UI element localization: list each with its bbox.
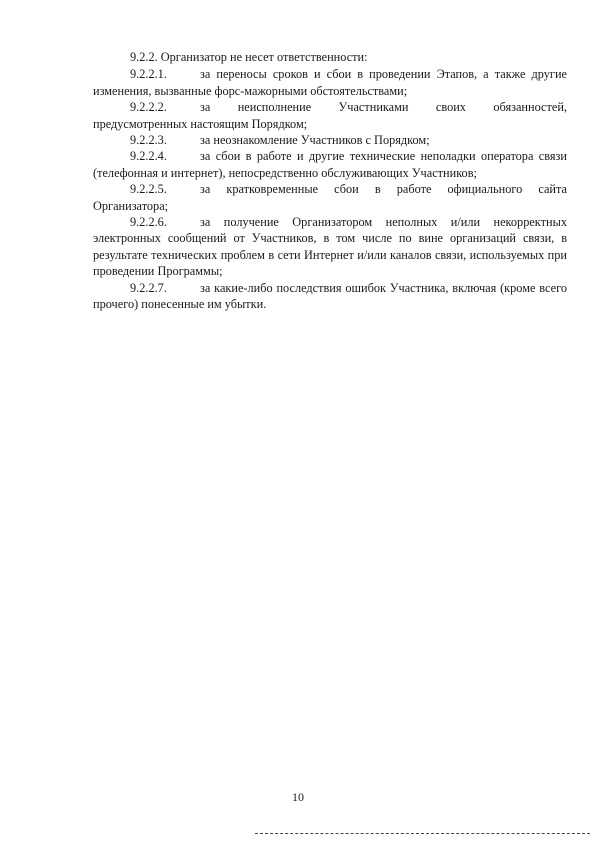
clause-number: 9.2.2.7. <box>130 280 167 295</box>
clause-9-2-2-6 <box>93 214 567 280</box>
clause-text: за неознакомление Участников с Порядком; <box>200 133 430 148</box>
clause-text: за какие-либо последствия ошибок Участника, включая (кроме всего прочего) понесенные им убытки. <box>93 280 567 312</box>
document-body <box>93 49 567 313</box>
clause-9-2-2-4 <box>93 148 567 181</box>
clause-text: за получение Организатором неполных и/или некорректных электронных сообщений от Участников, в том числе по вине организаций связи, в результате технических проблем в сети Интернет и/или каналов связи, используемых при проведении Программы; <box>93 215 567 279</box>
clause-9-2-2-1 <box>93 66 567 99</box>
clause-number: 9.2.2.5. <box>130 182 167 197</box>
clause-9-2-2-5 <box>93 181 567 214</box>
clause-number: 9.2.2.2. <box>130 100 167 115</box>
section-heading: 9.2.2. Организатор не несет ответственности: <box>130 50 368 64</box>
clause-number: 9.2.2.3. <box>130 133 167 148</box>
clause-text: за неисполнение Участниками своих обязанностей, предусмотренных настоящим Порядком; <box>93 100 567 131</box>
footer-divider <box>255 833 590 834</box>
clause-text: за сбои в работе и другие технические неполадки оператора связи (телефонная и интернет), непосредственно обслуживающих Участников; <box>93 149 567 180</box>
clause-text: за кратковременные сбои в работе официального сайта Организатора; <box>93 182 567 213</box>
clause-number: 9.2.2.6. <box>130 215 167 230</box>
clause-text: за переносы сроков и сбои в проведении Этапов, а также другие изменения, вызванные форс-мажорными обстоятельствами; <box>93 67 567 98</box>
clause-9-2-2-7 <box>93 280 567 313</box>
clause-9-2-2-2 <box>93 99 567 132</box>
clause-9-2-2-3 <box>93 132 567 148</box>
clause-number: 9.2.2.4. <box>130 149 167 164</box>
clause-number: 9.2.2.1. <box>130 67 167 82</box>
page-number: 10 <box>292 790 304 804</box>
